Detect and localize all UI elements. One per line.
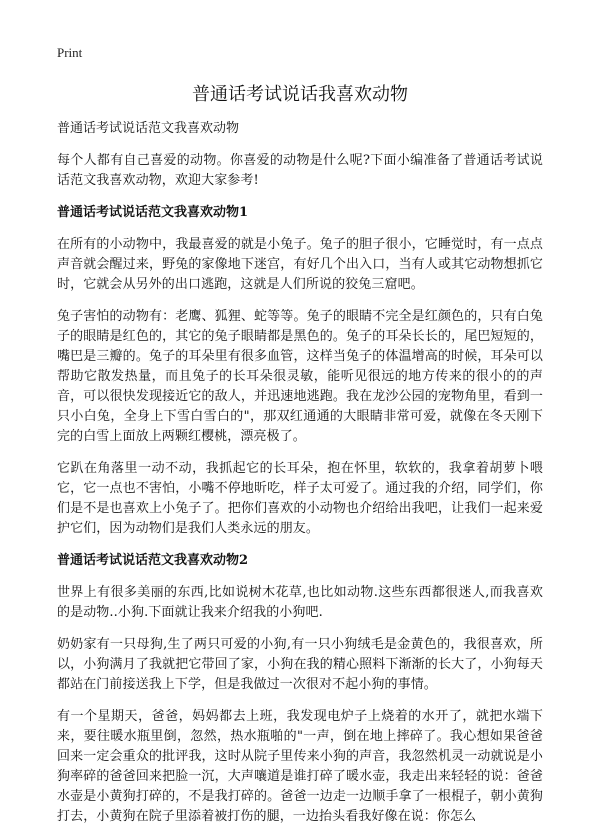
section-1-paragraph-3: 它趴在角落里一动不动，我抓起它的长耳朵，抱在怀里，软软的，我拿着胡萝卜喂它，它一点也不害怕，小嘴不停地昕吃，样子太可爱了。通过我的介绍，同学们，你们是不是也喜欢上小兔子了。把你们喜欢的小动物也介绍给出我吧，让我们一起来爱护它们，因为动物们是我们人类永远的朋友。 bbox=[57, 461, 543, 536]
article-body bbox=[57, 119, 543, 828]
section-1-paragraph-2: 兔子害怕的动物有：老鹰、狐狸、蛇等等。兔子的眼睛不完全是红颜色的，只有白兔子的眼睛是红色的，其它的兔子眼睛都是黑色的。兔子的耳朵长长的，尾巴短短的，嘴巴是三瓣的。兔子的耳朵里有很多血管，这样当兔子的体温增高的时候，耳朵可以帮助它散发热量，而且兔子的长耳朵很灵敏，能听见很远的地方传来的很小的的声音，可以很快发现接近它的敌人，并迅速地逃跑。我在龙沙公园的宠物角里，看到一只小白兔，全身上下雪白雪白的"，那双红通通的大眼睛非常可爱，就像在冬天刚下完的白雪上面放上两颗红樱桃，漂亮极了。 bbox=[57, 309, 543, 444]
section-1-paragraph-1: 在所有的小动物中，我最喜爱的就是小兔子。兔子的胆子很小，它睡觉时，有一点点声音就会醒过来，野兔的家像地下迷宫，有好几个出入口，当有人或其它动物想抓它时，它就会从另外的出口逃跑，这就是人们所说的狡兔三窟吧。 bbox=[57, 237, 543, 292]
section-2-paragraph-3: 有一个星期天，爸爸，妈妈都去上班，我发现电炉子上烧着的水开了，就把水端下来，要往暖水瓶里倒，忽然，热水瓶啪的"一声，倒在地上摔碎了。我心想如果爸爸回来一定会重众的批评我，这时从院子里传来小狗的声音，我忽然机灵一动就说是小狗率碎的爸爸回来把脸一沉，大声嚷道是谁打碎了暖水壶，我走出来轻轻的说：爸爸水壶是小黄狗打碎的，不是我打碎的。爸爸一边走一边顺手拿了一根棍子，朝小黄狗打去，小黄狗在院子里添着被打伤的腿，一边抬头看我好像在说：你怎么 bbox=[57, 709, 543, 824]
section-heading-1: 普通话考试说话范文我喜欢动物1 bbox=[57, 205, 249, 220]
article-subtitle: 普通话考试说话范文我喜欢动物 bbox=[57, 121, 240, 136]
section-2-paragraph-1: 世界上有很多美丽的东西,比如说树木花草,也比如动物.这些东西都很迷人,而我喜欢的是动物..小狗.下面就让我来介绍我的小狗吧. bbox=[57, 585, 543, 620]
print-link[interactable]: Print bbox=[57, 45, 83, 60]
section-heading-2: 普通话考试说话范文我喜欢动物2 bbox=[57, 553, 249, 568]
section-2-paragraph-2: 奶奶家有一只母狗,生了两只可爱的小狗,有一只小狗绒毛是金黄色的，我很喜欢，所以，小狗满月了我就把它带回了家，小狗在我的精心照料下渐渐的长大了，小狗每天都站在门前接送我上下学，但是我做过一次很对不起小狗的事情。 bbox=[57, 637, 543, 692]
page-title: 普通话考试说话我喜欢动物 bbox=[192, 84, 408, 105]
intro-paragraph: 每个人都有自己喜爱的动物。你喜爱的动物是什么呢?下面小编准备了普通话考试说话范文我喜欢动物，欢迎大家参考! bbox=[57, 153, 543, 188]
